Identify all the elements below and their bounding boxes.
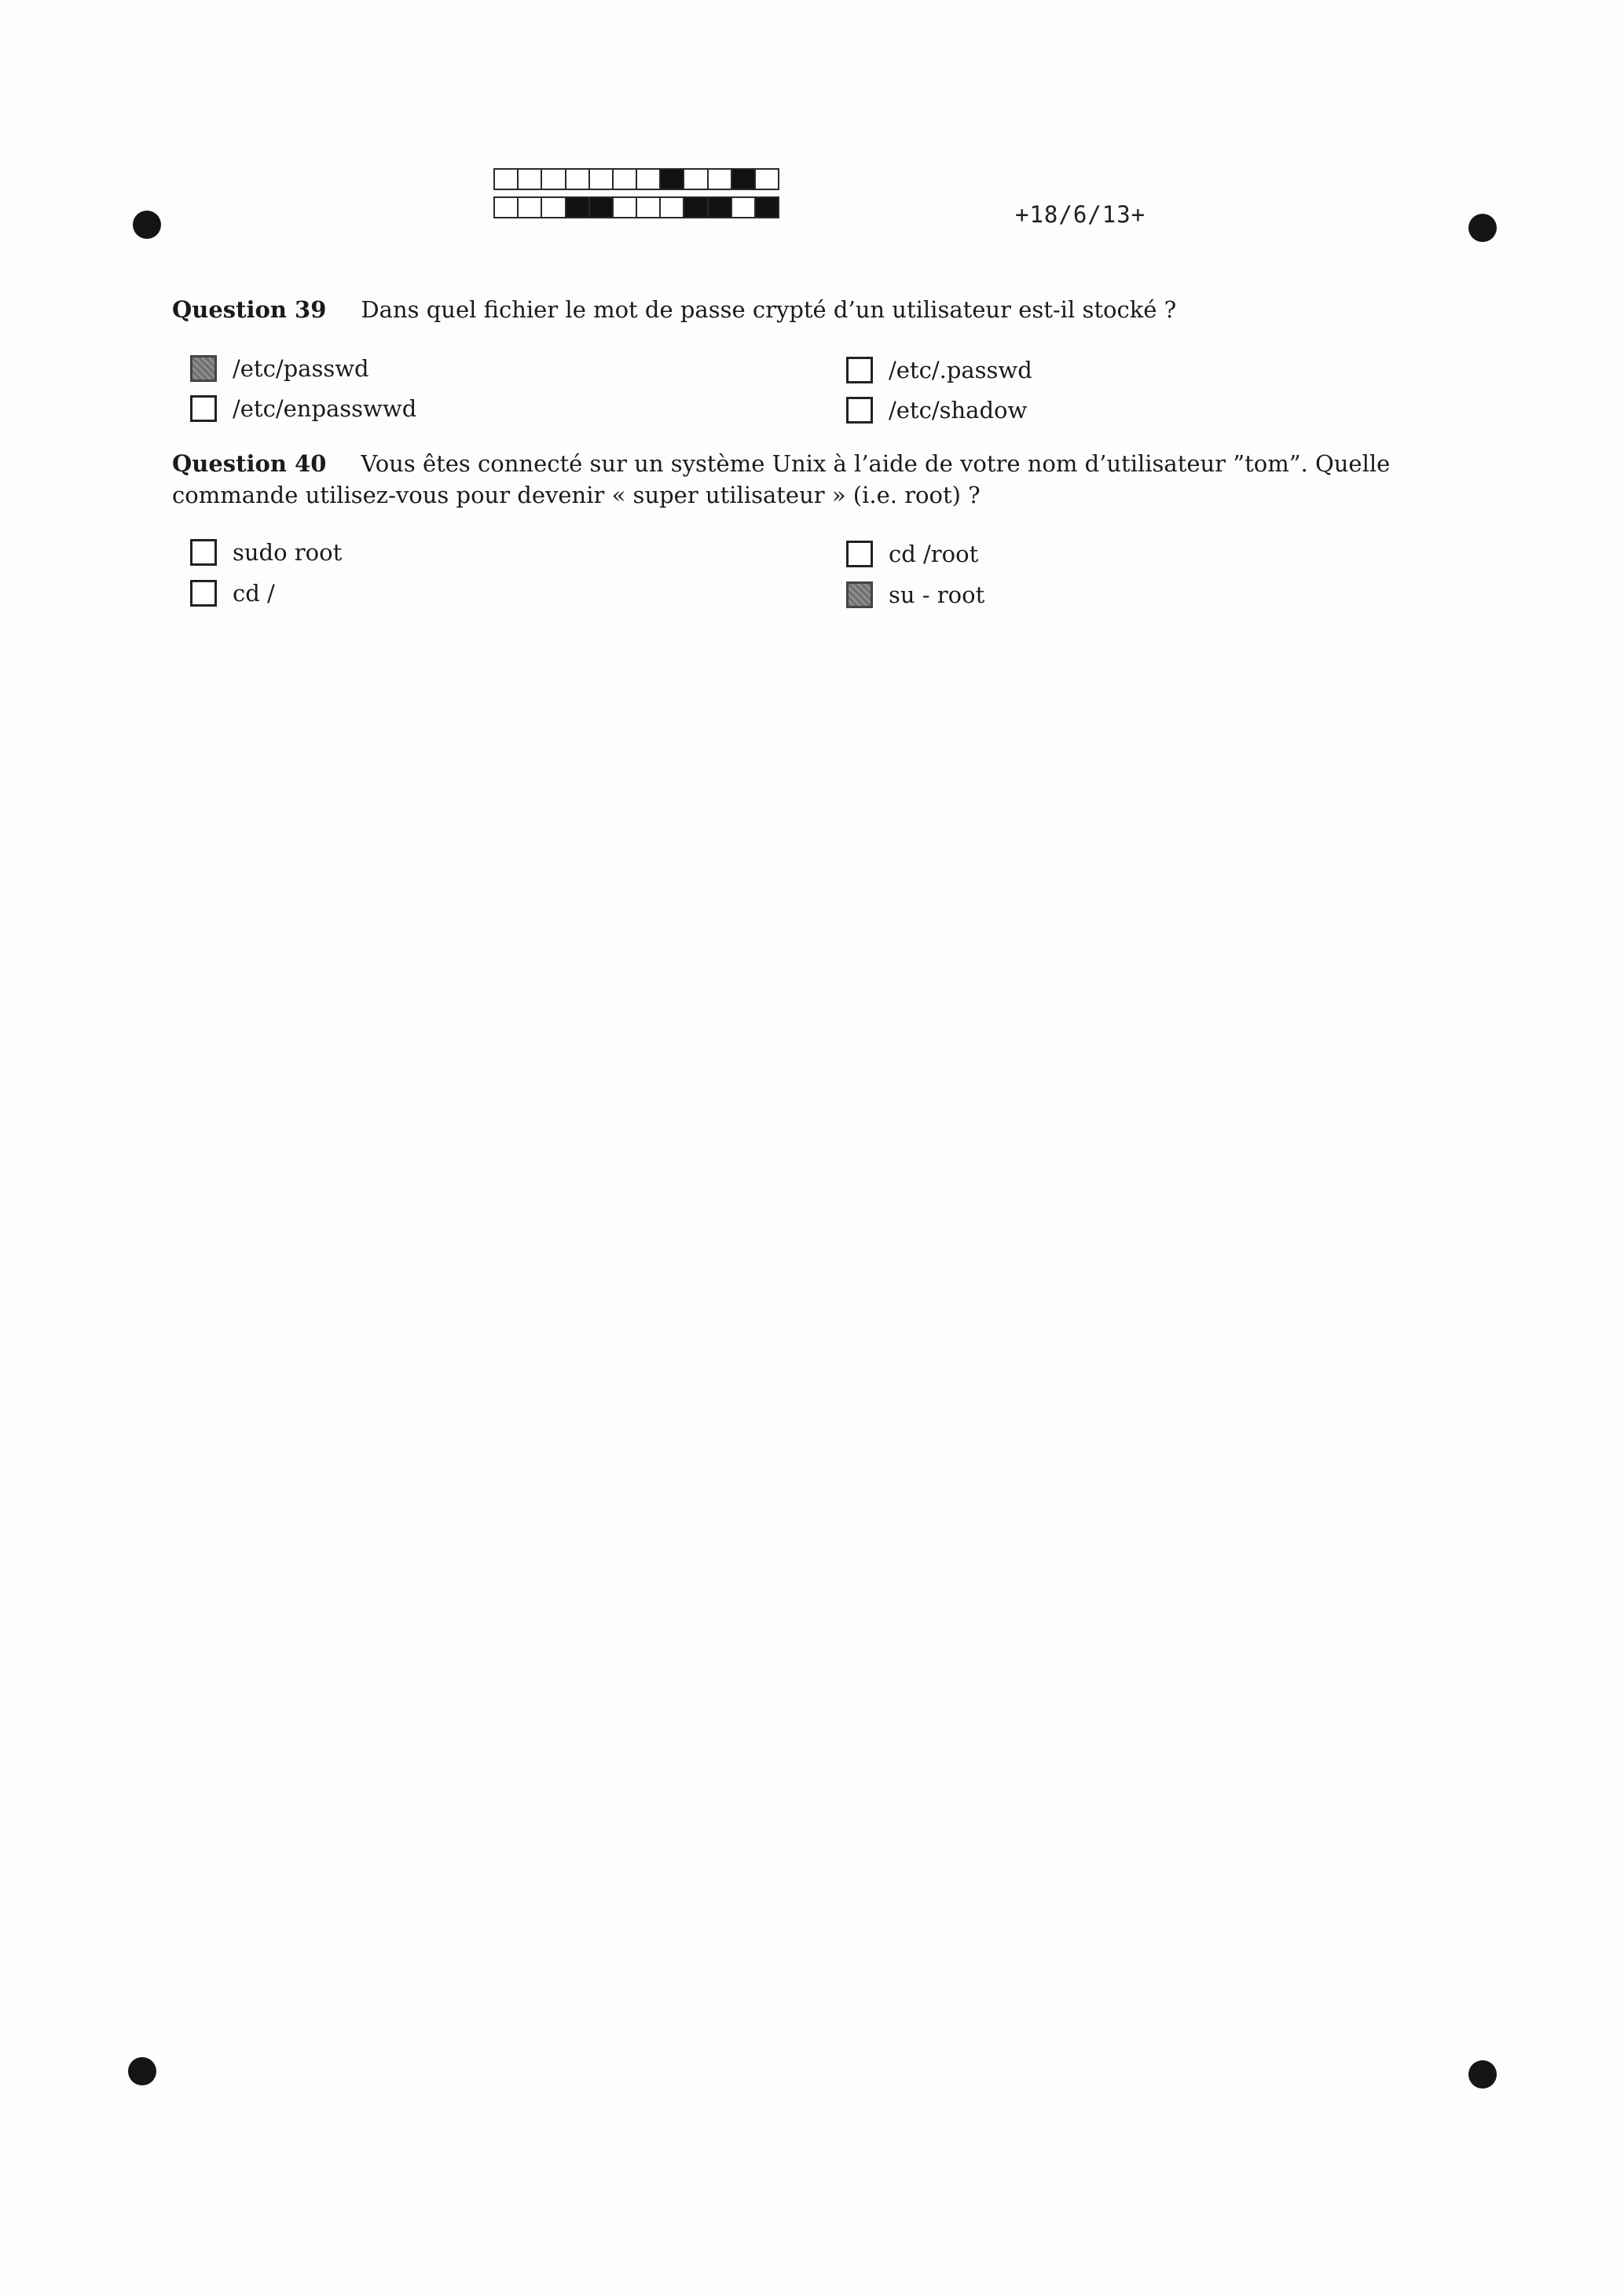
question-text: Dans quel fichier le mot de passe crypté d’un utilisateur est-il stocké ?	[361, 296, 1177, 323]
barcode-cell	[683, 196, 706, 218]
answer-option[interactable]	[846, 581, 984, 608]
answer-checkbox[interactable]	[190, 539, 217, 566]
answer-option[interactable]	[190, 539, 342, 566]
barcode-cell	[565, 168, 588, 190]
answer-checkbox[interactable]	[190, 355, 217, 382]
barcode-cell	[731, 196, 754, 218]
answer-option[interactable]	[846, 541, 978, 567]
question-text: Vous êtes connecté sur un système Unix à l’aide de votre nom d’utilisateur ”tom”. Quelle commande utilisez-vous pour devenir « super utilisateur » (i.e. root) ?	[172, 450, 1391, 508]
barcode-cell	[754, 196, 779, 218]
barcode-cell	[636, 168, 659, 190]
answer-checkbox[interactable]	[846, 357, 873, 383]
barcode-cell	[541, 196, 564, 218]
barcode-cell	[541, 168, 564, 190]
barcode-cell	[612, 168, 636, 190]
sheet-barcode	[493, 168, 779, 225]
sheet-id: +18/6/13+	[1015, 201, 1146, 228]
barcode-row	[493, 168, 779, 190]
barcode-cell	[659, 196, 683, 218]
registration-mark-bottom-right	[1468, 2060, 1497, 2089]
answer-option[interactable]	[190, 580, 275, 607]
barcode-cell	[493, 168, 517, 190]
barcode-cell	[636, 196, 659, 218]
barcode-cell	[683, 168, 706, 190]
barcode-cell	[612, 196, 636, 218]
answer-label: /etc/enpasswwd	[233, 395, 417, 422]
barcode-cell	[517, 196, 541, 218]
barcode-cell	[659, 168, 683, 190]
answer-checkbox[interactable]	[846, 581, 873, 608]
registration-mark-top-left	[133, 211, 161, 239]
answer-label: cd /	[233, 580, 275, 607]
registration-mark-bottom-left	[128, 2057, 156, 2085]
barcode-cell	[754, 168, 779, 190]
answer-option[interactable]	[190, 355, 369, 382]
question-label: Question 40	[172, 450, 327, 477]
answer-label: cd /root	[889, 541, 979, 567]
barcode-cell	[707, 168, 731, 190]
answer-option[interactable]	[846, 357, 1032, 383]
question-39	[172, 294, 1461, 325]
answer-checkbox[interactable]	[846, 541, 873, 567]
barcode-cell	[707, 196, 731, 218]
registration-mark-top-right	[1468, 214, 1497, 242]
barcode-row	[493, 196, 779, 218]
answer-label: /etc/shadow	[889, 397, 1028, 424]
question-40	[172, 448, 1461, 511]
barcode-cell	[588, 196, 612, 218]
barcode-cell	[565, 196, 588, 218]
answer-checkbox[interactable]	[190, 580, 217, 607]
barcode-cell	[731, 168, 754, 190]
question-label: Question 39	[172, 296, 327, 323]
answer-checkbox[interactable]	[190, 395, 217, 422]
barcode-cell	[588, 168, 612, 190]
answer-option[interactable]	[846, 397, 1027, 424]
answer-option[interactable]	[190, 395, 416, 422]
barcode-cell	[493, 196, 517, 218]
answer-label: /etc/.passwd	[889, 357, 1032, 383]
answer-label: su - root	[889, 581, 985, 608]
answer-label: /etc/passwd	[233, 355, 369, 382]
answer-checkbox[interactable]	[846, 397, 873, 424]
answer-label: sudo root	[233, 539, 343, 566]
barcode-cell	[517, 168, 541, 190]
